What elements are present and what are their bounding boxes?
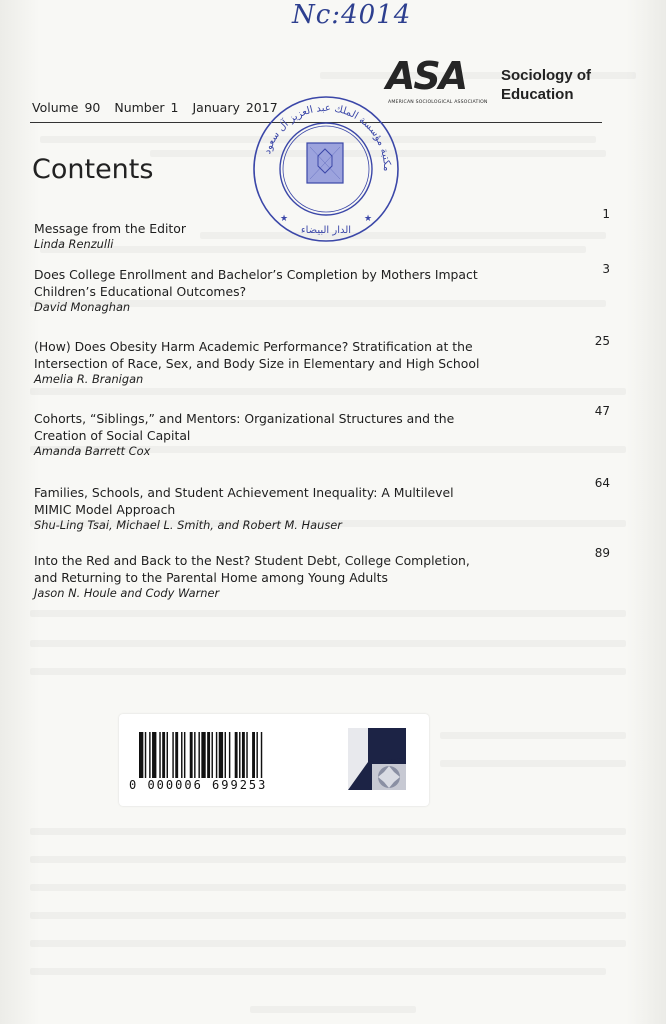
barcode-bar <box>172 732 173 778</box>
publisher-mark-icon <box>348 728 410 792</box>
barcode-bar <box>235 732 238 778</box>
entry-title-line1: Families, Schools, and Student Achievement Inequality: A Multilevel <box>34 485 454 500</box>
issue-volume: Volume 90 <box>32 100 101 115</box>
barcode-bar <box>225 732 226 778</box>
entry-title: Message from the Editor <box>34 221 186 236</box>
barcode-bar <box>145 732 146 778</box>
svg-text:الدار البيضاء: الدار البيضاء <box>300 225 352 236</box>
entry-title-line2: Children’s Educational Outcomes? <box>34 284 247 299</box>
toc-entry[interactable] <box>34 552 594 601</box>
journal-title-line2: Education <box>501 86 574 103</box>
barcode-bar <box>184 732 185 778</box>
barcode-bars <box>135 732 345 780</box>
barcode-bar <box>246 732 247 778</box>
toc-entry[interactable] <box>34 338 594 387</box>
handwritten-call-number: Nc:4014 <box>292 0 412 30</box>
barcode-bar <box>201 732 205 778</box>
entry-page-number: 25 <box>594 334 610 348</box>
entry-page-number: 64 <box>594 476 610 490</box>
barcode-bar <box>194 732 195 778</box>
issue-info <box>32 100 286 115</box>
barcode-bar <box>175 732 178 778</box>
barcode-bar <box>149 732 150 778</box>
entry-title-line2: MIMIC Model Approach <box>34 502 176 517</box>
entry-page-number: 3 <box>602 262 610 276</box>
journal-title-line1: Sociology of <box>501 67 591 84</box>
toc-entry[interactable] <box>34 266 594 315</box>
toc-entry[interactable] <box>34 484 594 533</box>
barcode-bar <box>139 732 143 778</box>
barcode-bar <box>198 732 199 778</box>
barcode-bar <box>252 732 255 778</box>
entry-author: David Monaghan <box>34 300 131 314</box>
entry-title-line1: Into the Red and Back to the Nest? Student Debt, College Completion, <box>34 553 470 568</box>
barcode-bar <box>219 732 223 778</box>
barcode-bar <box>162 732 165 778</box>
barcode-digits: 0 000006 699253 <box>129 778 268 792</box>
journal-title <box>501 66 591 104</box>
entry-title-line1: Cohorts, “Siblings,” and Mentors: Organizational Structures and the <box>34 411 455 426</box>
barcode-bar <box>190 732 193 778</box>
toc-entry[interactable] <box>34 220 594 252</box>
barcode-bar <box>152 732 156 778</box>
issue-number: Number 1 <box>114 100 179 115</box>
barcode-bar <box>239 732 240 778</box>
entry-author: Amelia R. Branigan <box>34 372 144 386</box>
barcode-bar <box>216 732 217 778</box>
entry-author: Linda Renzulli <box>34 237 114 251</box>
barcode-bar <box>229 732 230 778</box>
svg-text:★: ★ <box>280 214 289 224</box>
entry-author: Shu-Ling Tsai, Michael L. Smith, and Robert M. Hauser <box>34 518 342 532</box>
asa-logo-subtitle: AMERICAN SOCIOLOGICAL ASSOCIATION <box>388 100 488 105</box>
barcode-bar <box>159 732 160 778</box>
barcode-bar <box>256 732 257 778</box>
entry-page-number: 1 <box>602 207 610 221</box>
barcode-bar <box>167 732 168 778</box>
barcode-bar <box>242 732 245 778</box>
barcode-bar <box>181 732 182 778</box>
entry-title-line2: and Returning to the Parental Home among Young Adults <box>34 570 388 585</box>
contents-heading: Contents <box>32 154 154 185</box>
entry-title-line1: Does College Enrollment and Bachelor’s Completion by Mothers Impact <box>34 267 478 282</box>
entry-title-line2: Intersection of Race, Sex, and Body Size in Elementary and High School <box>34 356 480 371</box>
entry-title-line1: (How) Does Obesity Harm Academic Performance? Stratification at the <box>34 339 473 354</box>
barcode-bar <box>212 732 213 778</box>
barcode-bar <box>261 732 262 778</box>
entry-title-line2: Creation of Social Capital <box>34 428 191 443</box>
issue-date: January 2017 <box>192 100 278 115</box>
barcode-label <box>119 714 429 806</box>
svg-text:مكتبة مؤسسة الملك عبد العزيز آ: مكتبة مؤسسة الملك عبد العزيز آل سعود <box>262 102 393 172</box>
entry-author: Jason N. Houle and Cody Warner <box>34 586 220 600</box>
toc-entry[interactable] <box>34 410 594 459</box>
asa-logo <box>386 56 496 108</box>
asa-wordmark: ASA <box>386 54 467 98</box>
entry-page-number: 89 <box>594 546 610 560</box>
barcode-bar <box>207 732 210 778</box>
svg-text:★: ★ <box>364 214 373 224</box>
entry-page-number: 47 <box>594 404 610 418</box>
entry-author: Amanda Barrett Cox <box>34 444 151 458</box>
